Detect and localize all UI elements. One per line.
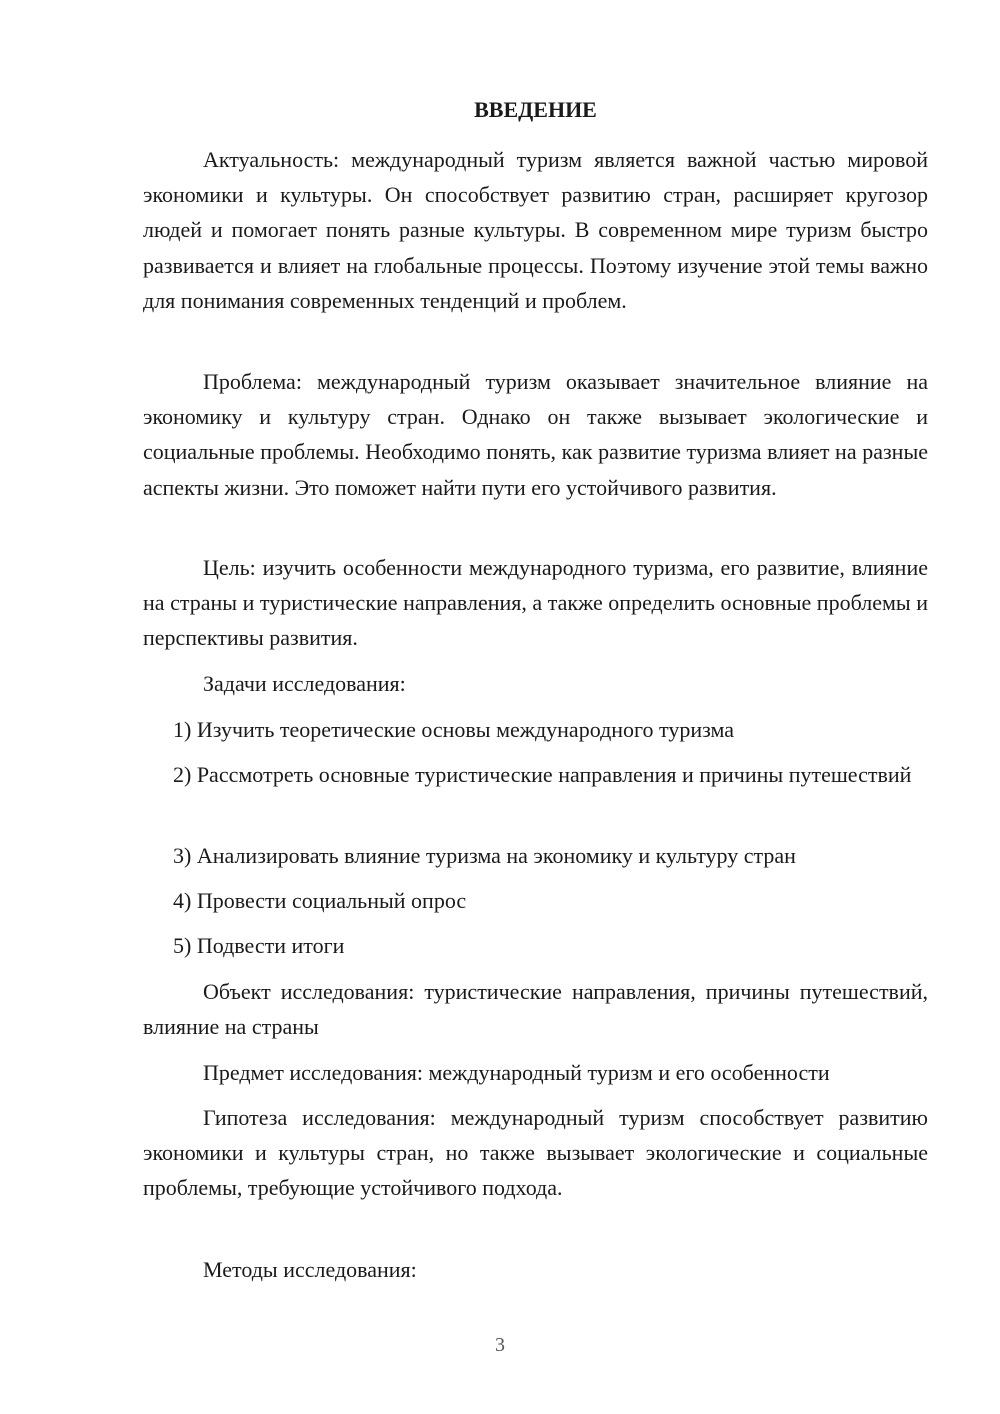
paragraph-problem: Проблема: международный туризм оказывает значительное влияние на экономику и культуру стран. Однако он также вызывает экологические и социальные проблемы. Необходимо понять, как развитие туризма влияет на разные аспекты жизни. Это поможет найти пути его устойчивого развития. bbox=[143, 369, 928, 500]
paragraph-goal: Цель: изучить особенности международного туризма, его развитие, влияние на страны и туристические направления, а также определить основные проблемы и перспективы развития. bbox=[143, 555, 928, 651]
methods-heading: Методы исследования: bbox=[203, 1257, 417, 1282]
task-item-1: 1) Изучить теоретические основы международного туризма bbox=[173, 717, 735, 742]
task-item-5: 5) Подвести итоги bbox=[173, 933, 345, 958]
task-item-3: 3) Анализировать влияние туризма на экономику и культуру стран bbox=[173, 843, 796, 868]
tasks-heading: Задачи исследования: bbox=[203, 671, 406, 696]
paragraph-relevance: Актуальность: международный туризм является важной частью мировой экономики и культуры. Он способствует развитию стран, расширяет кругозор людей и помогает понять разные культуры. В современном мире туризм быстро развивается и влияет на глобальные процессы. Поэтому изучение этой темы важно для понимания современных тенденций и проблем. bbox=[143, 147, 928, 313]
task-item-4: 4) Провести социальный опрос bbox=[173, 888, 467, 913]
paragraph-subject: Предмет исследования: международный туризм и его особенности bbox=[203, 1060, 830, 1085]
page-title: ВВЕДЕНИЕ bbox=[474, 97, 597, 122]
task-item-2: 2) Рассмотреть основные туристические направления и причины путешествий bbox=[173, 762, 912, 787]
paragraph-object: Объект исследования: туристические направления, причины путешествий, влияние на страны bbox=[143, 979, 928, 1040]
paragraph-hypothesis: Гипотеза исследования: международный туризм способствует развитию экономики и культуры стран, но также вызывает экологические и социальные проблемы, требующие устойчивого подхода. bbox=[143, 1105, 928, 1201]
page-number: 3 bbox=[495, 1334, 505, 1356]
